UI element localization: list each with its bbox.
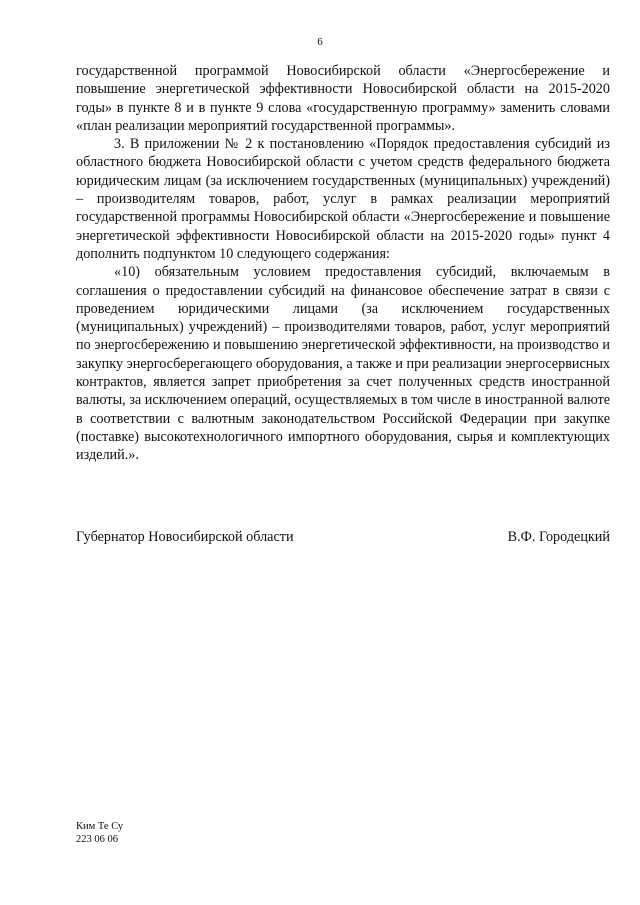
page-number: 6 xyxy=(317,36,323,48)
document-body xyxy=(76,62,610,465)
signatory-title: Губернатор Новосибирской области xyxy=(76,529,294,545)
signatory-name: В.Ф. Городецкий xyxy=(507,529,610,545)
paragraph-3: «10) обязательным условием предоставления субсидий, включаемым в соглашения о предоставлении субсидий на финансовое обеспечение затрат в связи с проведением юридическими лицами (за исключением государственных (муниципальных) учреждений) – производителями товаров, работ, услуг мероприятий по энергосбережению и повышению энергетической эффективности, на производство и закупку энергосберегающего оборудования, а также и при реализации энергосервисных контрактов, является запрет приобретения за счет полученных средств иностранной валюты, за исключением операций, осуществляемых в том числе в иностранной валюте в соответствии с валютным законодательством Российской Федерации при закупке (поставке) высокотехнологичного импортного оборудования, сырья и комплектующих изделий.». xyxy=(76,264,610,464)
footer-contact xyxy=(76,820,123,846)
paragraph-2: 3. В приложении № 2 к постановлению «Порядок предоставления субсидий из областного бюджета Новосибирской области с учетом средств федерального бюджета юридическим лицам (за исключением государственных (муниципальных) учреждений) – производителям товаров, работ, услуг в рамках реализации мероприятий государственной программы Новосибирской области «Энергосбережение и повышение энергетической эффективности Новосибирской области на 2015-2020 годы» пункт 4 дополнить подпунктом 10 следующего содержания: xyxy=(76,136,610,262)
footer-phone: 223 06 06 xyxy=(76,834,118,845)
footer-author: Ким Те Су xyxy=(76,821,124,832)
paragraph-1: государственной программой Новосибирской области «Энергосбережение и повышение энергетической эффективности Новосибирской области на 2015-2020 годы» в пункте 8 и в пункте 9 слова «государственную программу» заменить словами «план реализации мероприятий государственной программы». xyxy=(76,63,610,134)
